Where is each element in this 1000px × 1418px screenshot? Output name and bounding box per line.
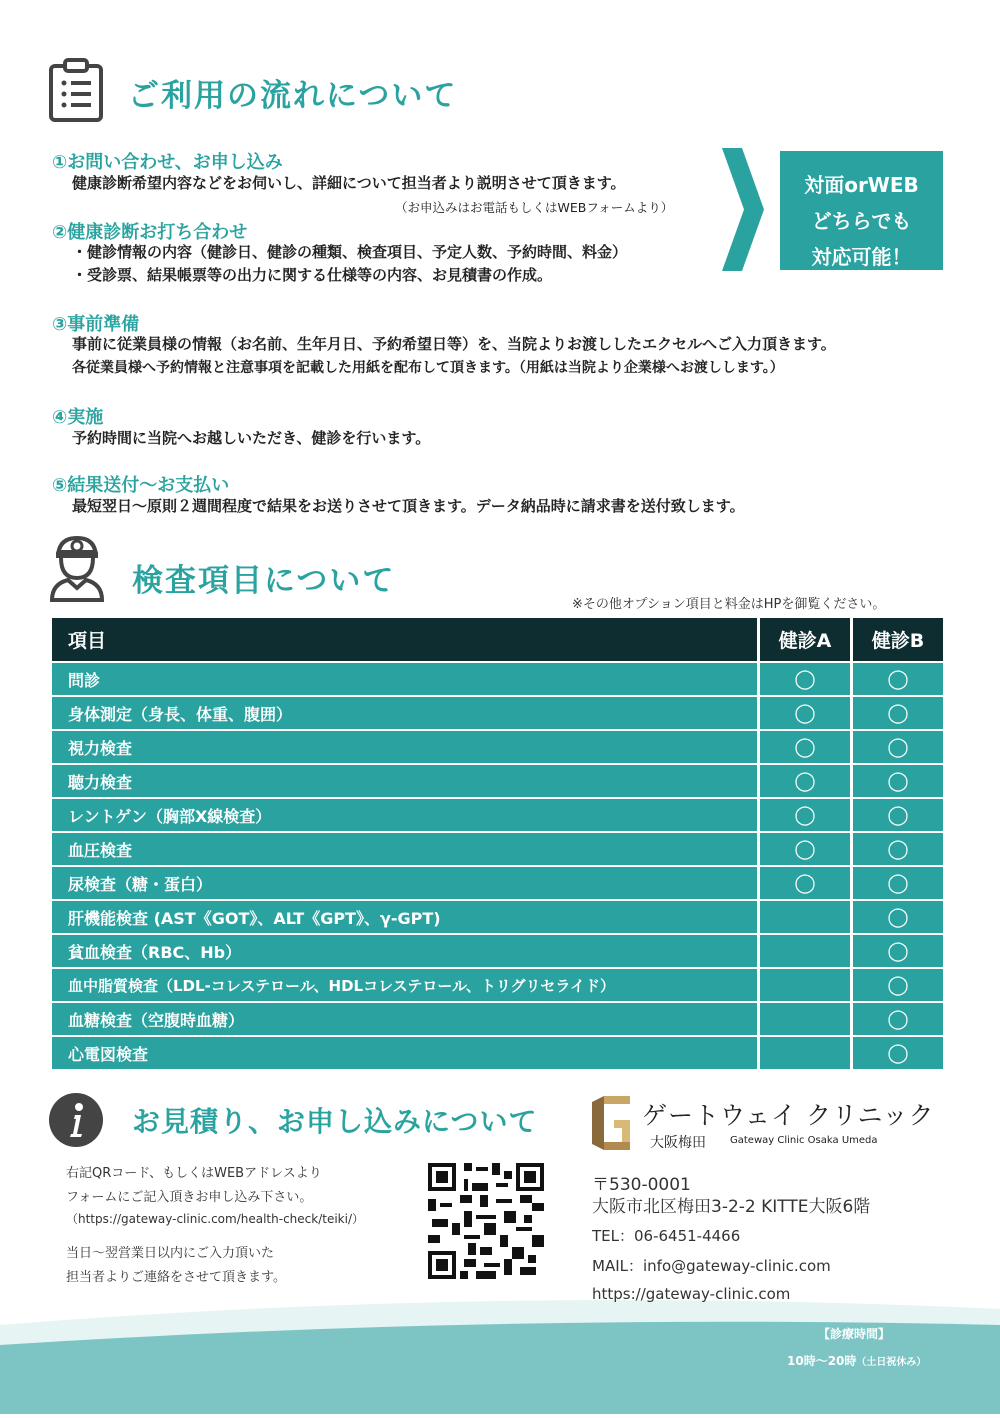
callout-line-3: 対応可能！	[811, 245, 912, 269]
table-row	[52, 865, 943, 899]
table-row	[52, 967, 943, 1001]
row-item: 視力検査	[52, 729, 757, 763]
step-3-line-1: 事前に従業員様の情報（お名前、生年月日、予約希望日等）を、当院よりお渡ししたエクセルへご入力頂きます。	[72, 335, 836, 353]
row-item: 貧血検査（RBC、Hb）	[52, 933, 757, 967]
clinic-address: 大阪市北区梅田3-2-2 KITTE大阪6階	[592, 1197, 871, 1217]
exam-table	[52, 618, 943, 1069]
hours-note: （土日祝休み）	[856, 1357, 927, 1368]
row-a: ◯	[757, 865, 850, 899]
row-b: ◯	[850, 831, 943, 865]
exam-table-wrap	[52, 618, 943, 1069]
row-b: ◯	[850, 967, 943, 1001]
row-a	[757, 967, 850, 1001]
clinic-branch-en: Gateway Clinic Osaka Umeda	[730, 1135, 878, 1146]
table-row	[52, 899, 943, 933]
row-item: 身体測定（身長、体重、腹囲）	[52, 695, 757, 729]
doctor-icon	[48, 532, 106, 602]
table-row	[52, 729, 943, 763]
hours-label: 【診療時間】	[818, 1327, 891, 1341]
header-item: 項目	[52, 618, 757, 661]
header-kenshin-b: 健診B	[850, 618, 943, 661]
apply-text-1	[66, 1162, 364, 1228]
row-item: 尿検査（糖・蛋白）	[52, 865, 757, 899]
qr-code-icon[interactable]	[428, 1163, 544, 1279]
row-b: ◯	[850, 797, 943, 831]
row-b: ◯	[850, 933, 943, 967]
flow-title: ご利用の流れについて	[128, 78, 458, 114]
step-5-title: ⑤結果送付～お支払い	[52, 475, 230, 496]
exam-title: 検査項目について	[132, 563, 396, 599]
clinic-logo-icon	[592, 1096, 630, 1150]
exam-note: ※その他オプション項目と料金はHPを御覧ください。	[572, 597, 886, 612]
row-item: 問診	[52, 661, 757, 695]
clinic-postal: 〒530-0001	[592, 1175, 691, 1195]
row-item: レントゲン（胸部X線検査）	[52, 797, 757, 831]
clinic-branch: 大阪梅田	[650, 1135, 706, 1151]
row-item: 肝機能検査 (AST《GOT》、ALT《GPT》、γ-GPT)	[52, 899, 757, 933]
clinic-mail[interactable]: MAIL：info@gateway-clinic.com	[592, 1257, 831, 1275]
callout-box	[780, 151, 943, 270]
apply-url-line: （https://gateway-clinic.com/health-check/teiki/）	[66, 1212, 364, 1226]
chevron-right-icon	[722, 148, 764, 271]
step-3-title: ③事前準備	[52, 314, 140, 335]
table-row	[52, 661, 943, 695]
hours-block	[787, 1350, 926, 1369]
table-row	[52, 1001, 943, 1035]
row-a	[757, 899, 850, 933]
apply-title: お見積り、お申し込みについて	[132, 1105, 538, 1138]
step-1-title: ①お問い合わせ、お申し込み	[52, 152, 283, 173]
row-a: ◯	[757, 831, 850, 865]
step-4-line-1: 予約時間に当院へお越しいただき、健診を行います。	[72, 429, 431, 447]
apply-line: 右記QRコード、もしくはWEBアドレスより	[66, 1166, 322, 1181]
table-row	[52, 1035, 943, 1069]
table-row	[52, 797, 943, 831]
row-a	[757, 1001, 850, 1035]
clipboard-icon	[48, 58, 104, 122]
row-a: ◯	[757, 797, 850, 831]
table-row	[52, 763, 943, 797]
apply-line: 当日～翌営業日以内にご入力頂いた	[66, 1246, 275, 1261]
header-kenshin-a: 健診A	[757, 618, 850, 661]
table-row	[52, 695, 943, 729]
row-item: 血圧検査	[52, 831, 757, 865]
table-row	[52, 933, 943, 967]
row-a: ◯	[757, 661, 850, 695]
row-b: ◯	[850, 661, 943, 695]
clinic-name: ゲートウェイ クリニック	[642, 1101, 935, 1130]
step-2-title: ②健康診断お打ち合わせ	[52, 222, 248, 243]
row-item: 血糖検査（空腹時血糖）	[52, 1001, 757, 1035]
step-1-line-1: 健康診断希望内容などをお伺いし、詳細について担当者より説明させて頂きます。	[72, 174, 626, 192]
callout-line-2: どちらでも	[811, 209, 912, 233]
row-item: 聴力検査	[52, 763, 757, 797]
step-3-line-2: 各従業員様へ予約情報と注意事項を記載した用紙を配布して頂きます。（用紙は当院より企業様へお渡しします。）	[72, 360, 784, 376]
apply-line: フォームにご記入頂きお申し込み下さい。	[66, 1190, 313, 1205]
step-5-line-1: 最短翌日～原則２週間程度で結果をお送りさせて頂きます。データ納品時に請求書を送付致します。	[72, 497, 745, 515]
hours-value: 10時～20時	[787, 1354, 857, 1368]
step-4-title: ④実施	[52, 407, 104, 428]
apply-line: 担当者よりご連絡をさせて頂きます。	[66, 1270, 286, 1285]
table-row	[52, 831, 943, 865]
row-a	[757, 933, 850, 967]
row-a: ◯	[757, 729, 850, 763]
row-b: ◯	[850, 1035, 943, 1069]
row-b: ◯	[850, 865, 943, 899]
step-1-note: （お申込みはお電話もしくはWEBフォームより）	[395, 200, 674, 215]
clinic-url[interactable]: https://gateway-clinic.com	[592, 1285, 791, 1303]
callout-line-1: 対面orWEB	[804, 173, 919, 197]
row-b: ◯	[850, 763, 943, 797]
clinic-tel[interactable]: TEL：06-6451-4466	[592, 1227, 741, 1245]
table-header-row	[52, 618, 943, 661]
row-item: 心電図検査	[52, 1035, 757, 1069]
row-a	[757, 1035, 850, 1069]
row-b: ◯	[850, 729, 943, 763]
row-b: ◯	[850, 899, 943, 933]
row-b: ◯	[850, 1001, 943, 1035]
info-icon	[48, 1092, 104, 1148]
row-a: ◯	[757, 695, 850, 729]
row-item: 血中脂質検査（LDL-コレステロール、HDLコレステロール、トリグリセライド）	[52, 967, 757, 1001]
row-b: ◯	[850, 695, 943, 729]
step-2-line-2: ・受診票、結果帳票等の出力に関する仕様等の内容、お見積書の作成。	[72, 266, 553, 284]
apply-text-2	[66, 1242, 286, 1290]
step-2-line-1: ・健診情報の内容（健診日、健診の種類、検査項目、予定人数、予約時間、料金）	[72, 243, 628, 261]
row-a: ◯	[757, 763, 850, 797]
